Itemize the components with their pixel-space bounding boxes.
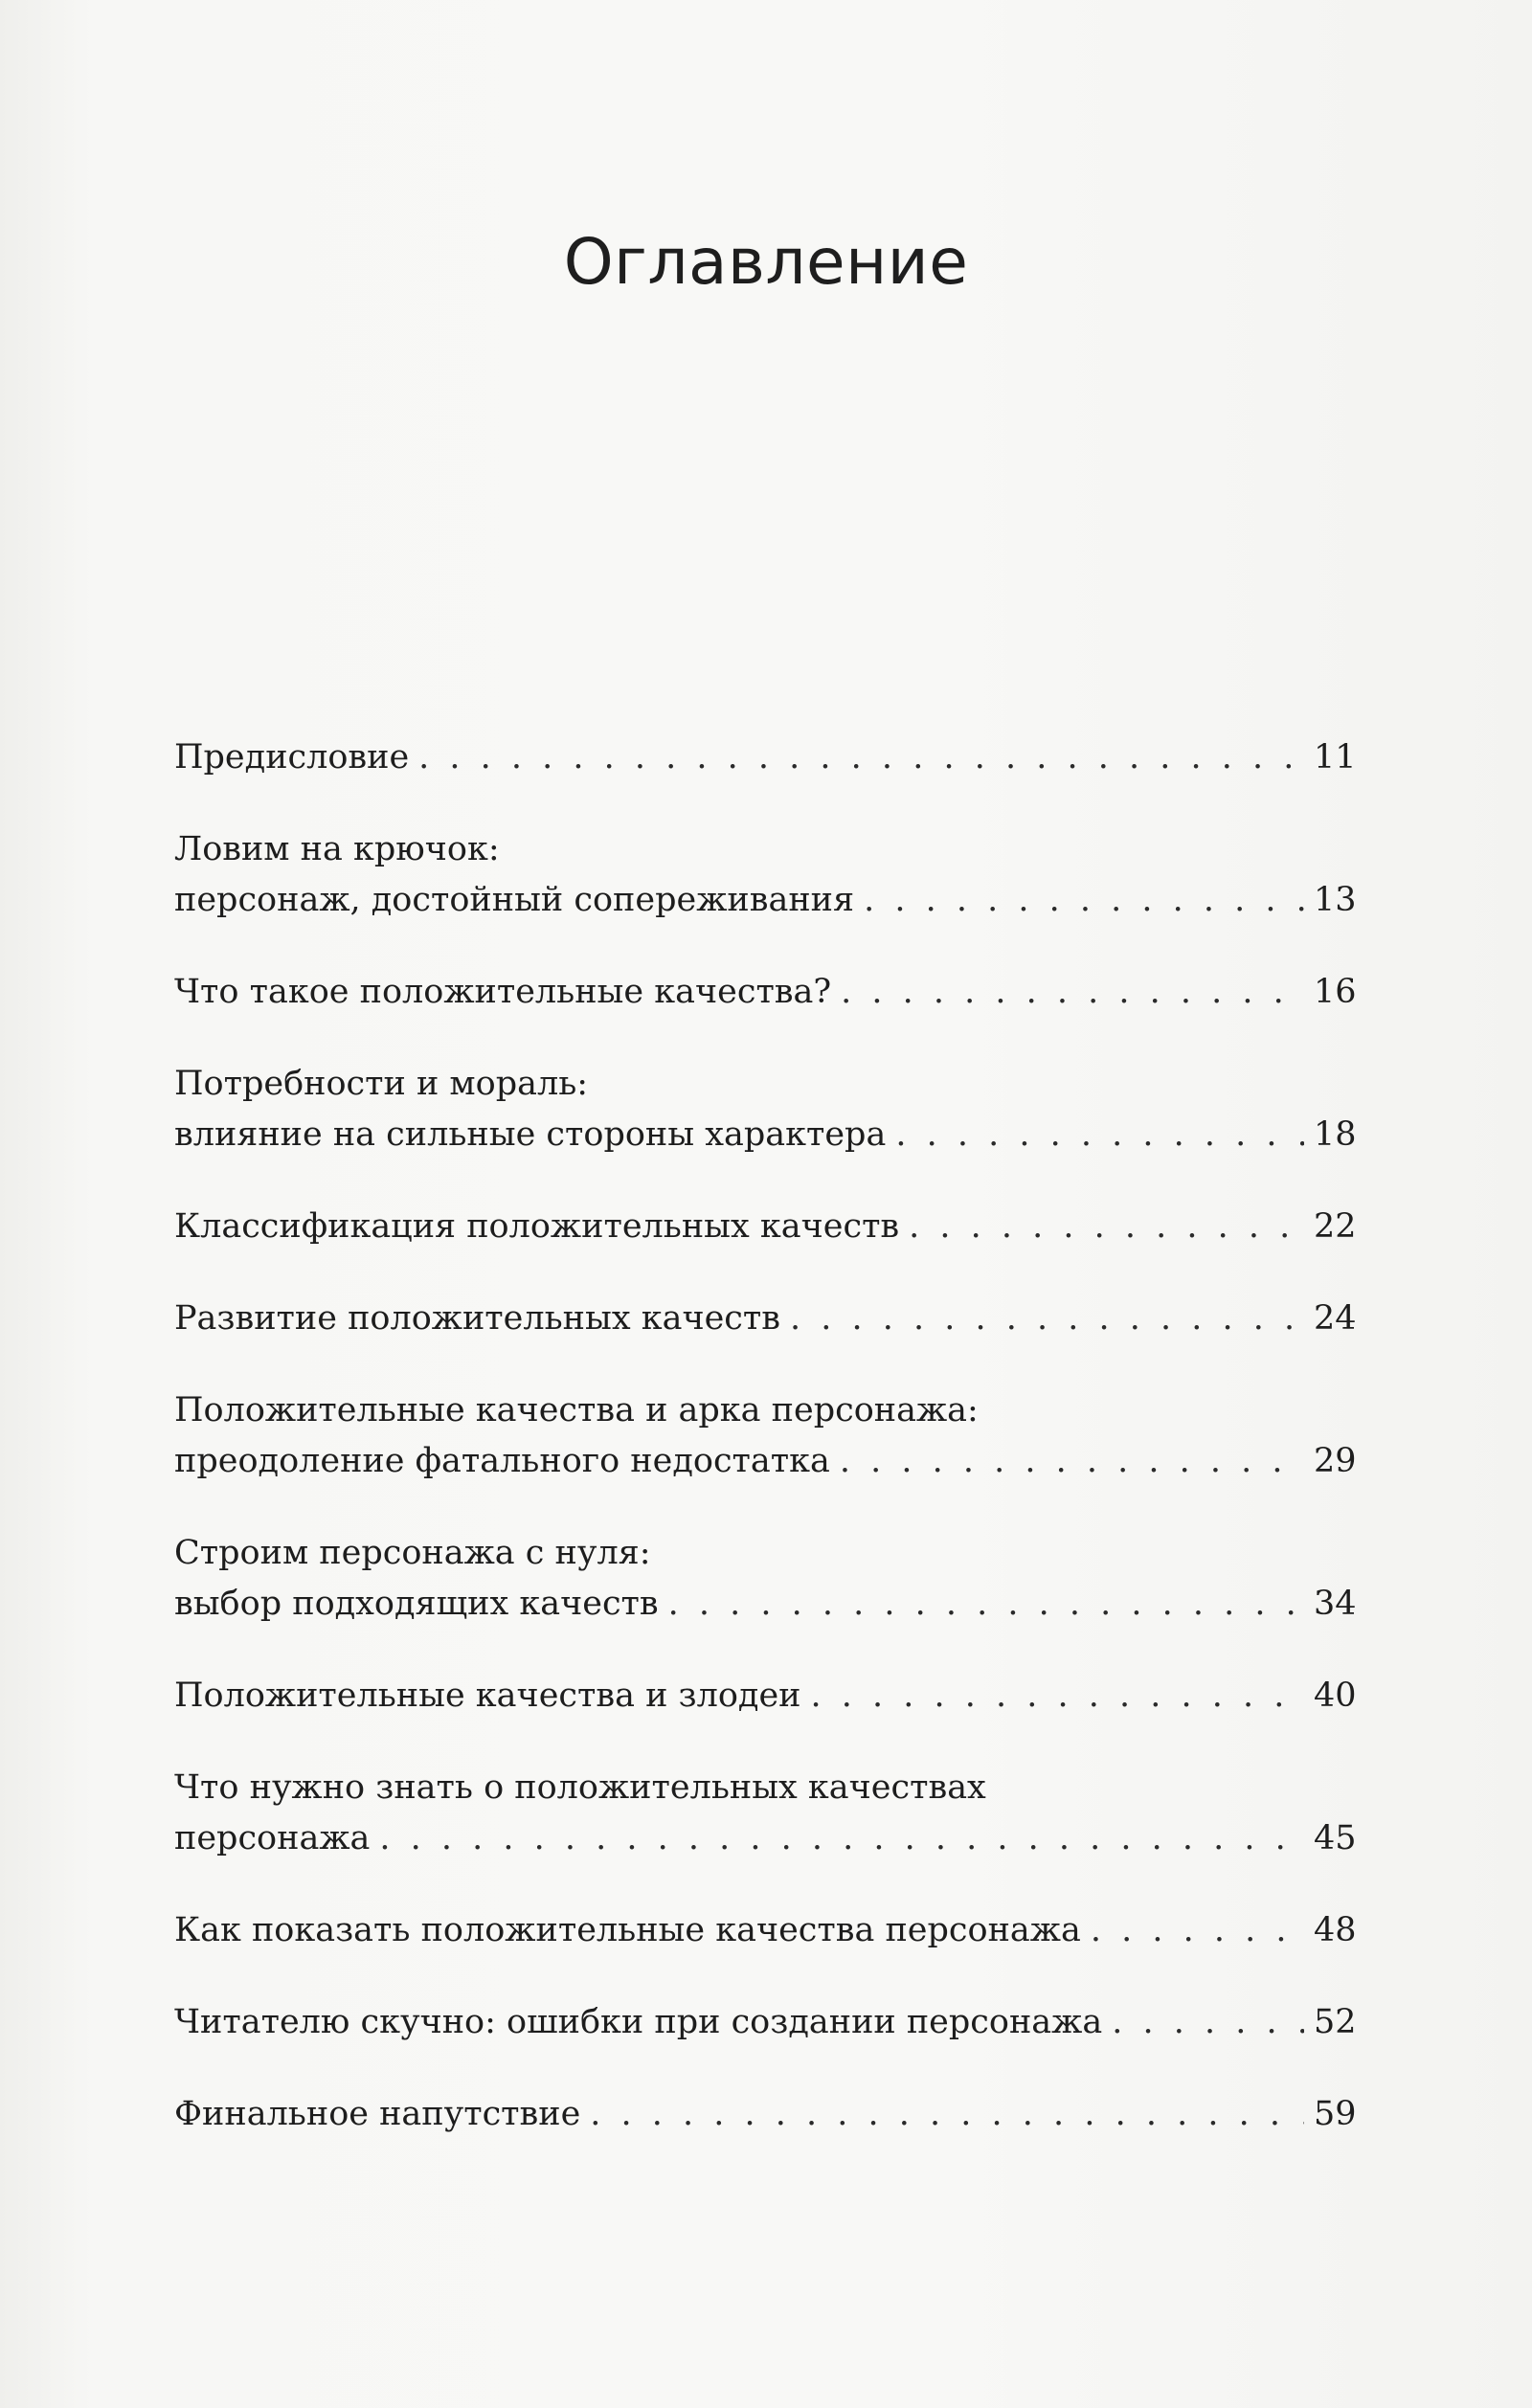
dot-leader xyxy=(841,967,1304,1018)
toc-page-number: 59 xyxy=(1314,2095,1357,2133)
dot-leader xyxy=(811,1671,1304,1722)
toc-page-number: 45 xyxy=(1314,1819,1357,1857)
toc-entry[interactable] xyxy=(174,1905,1357,1956)
toc-entry[interactable] xyxy=(174,967,1357,1018)
toc-entry-title: Потребности и мораль: xyxy=(174,1065,589,1103)
toc-page-number: 16 xyxy=(1314,973,1357,1011)
toc-page-number: 11 xyxy=(1314,738,1357,776)
toc-entry-title: влияние на сильные стороны характера xyxy=(174,1115,887,1154)
toc-entry-line xyxy=(174,1110,1357,1160)
toc-entry-title: Как показать положительные качества персонажа xyxy=(174,1911,1081,1949)
dot-leader xyxy=(1091,1905,1304,1956)
page-title: Оглавление xyxy=(563,225,969,299)
dot-leader xyxy=(790,1294,1304,1344)
dot-leader xyxy=(840,1436,1304,1487)
toc-entry-title: Читателю скучно: ошибки при создании персонажа xyxy=(174,2003,1103,2041)
toc-entry[interactable] xyxy=(174,2089,1357,2140)
toc-entry-title: Строим персонажа с нуля: xyxy=(174,1534,651,1572)
toc-entry[interactable] xyxy=(174,1528,1357,1630)
toc-entry[interactable] xyxy=(174,1385,1357,1487)
dot-leader xyxy=(379,1813,1304,1864)
table-of-contents xyxy=(174,732,1357,2181)
toc-entry-title: Классификация положительных качеств xyxy=(174,1207,900,1246)
toc-entry-line xyxy=(174,1671,1357,1722)
toc-entry-line xyxy=(174,1202,1357,1252)
toc-page-number: 13 xyxy=(1314,881,1357,919)
toc-entry[interactable] xyxy=(174,1671,1357,1722)
dot-leader xyxy=(590,2089,1304,2140)
toc-entry-title: Ловим на крючок: xyxy=(174,830,500,868)
toc-entry-title: персонаж, достойный сопереживания xyxy=(174,881,855,919)
toc-entry-line xyxy=(174,1436,1357,1487)
dot-leader xyxy=(864,875,1304,926)
dot-leader xyxy=(895,1110,1304,1160)
toc-entry-title: персонажа xyxy=(174,1819,371,1857)
toc-entry-line xyxy=(174,732,1357,783)
toc-entry-title: Положительные качества и злодеи xyxy=(174,1677,801,1715)
dot-leader xyxy=(668,1579,1304,1630)
toc-page-number: 24 xyxy=(1314,1299,1357,1338)
toc-entry[interactable] xyxy=(174,1202,1357,1252)
toc-entry[interactable] xyxy=(174,1294,1357,1344)
toc-entry-line xyxy=(174,1813,1357,1864)
toc-entry-line xyxy=(174,1997,1357,2048)
toc-entry[interactable] xyxy=(174,1997,1357,2048)
toc-entry-line xyxy=(174,1763,1352,1813)
toc-page-number: 48 xyxy=(1314,1911,1357,1949)
toc-page-number: 52 xyxy=(1314,2003,1357,2041)
toc-entry-title: Предисловие xyxy=(174,738,410,776)
dot-leader xyxy=(1112,1997,1304,2048)
toc-entry[interactable] xyxy=(174,824,1357,926)
toc-entry-title: Положительные качества и арка персонажа: xyxy=(174,1391,979,1429)
toc-entry-line xyxy=(174,1385,1352,1436)
toc-entry[interactable] xyxy=(174,1763,1357,1864)
toc-entry-title: Что такое положительные качества? xyxy=(174,973,832,1011)
toc-entry-title: Финальное напутствие xyxy=(174,2095,581,2133)
toc-entry-line xyxy=(174,1528,1352,1579)
toc-entry-title: преодоление фатального недостатка xyxy=(174,1442,830,1480)
toc-page-number: 18 xyxy=(1314,1115,1357,1154)
toc-page-number: 34 xyxy=(1314,1585,1357,1623)
toc-entry-title: выбор подходящих качеств xyxy=(174,1585,659,1623)
dot-leader xyxy=(909,1202,1304,1252)
toc-entry-line xyxy=(174,2089,1357,2140)
toc-page-number: 29 xyxy=(1314,1442,1357,1480)
toc-entry-line xyxy=(174,1059,1352,1110)
dot-leader xyxy=(418,732,1304,783)
toc-entry-line xyxy=(174,1905,1357,1956)
toc-page-number: 40 xyxy=(1314,1677,1357,1715)
toc-entry-title: Что нужно знать о положительных качествах xyxy=(174,1768,986,1807)
toc-entry-line xyxy=(174,824,1352,875)
toc-entry-line xyxy=(174,875,1357,926)
toc-page-number: 22 xyxy=(1314,1207,1357,1246)
toc-entry-title: Развитие положительных качеств xyxy=(174,1299,780,1338)
toc-entry-line xyxy=(174,1579,1357,1630)
toc-entry-line xyxy=(174,1294,1357,1344)
toc-entry[interactable] xyxy=(174,1059,1357,1160)
toc-entry[interactable] xyxy=(174,732,1357,783)
toc-entry-line xyxy=(174,967,1357,1018)
